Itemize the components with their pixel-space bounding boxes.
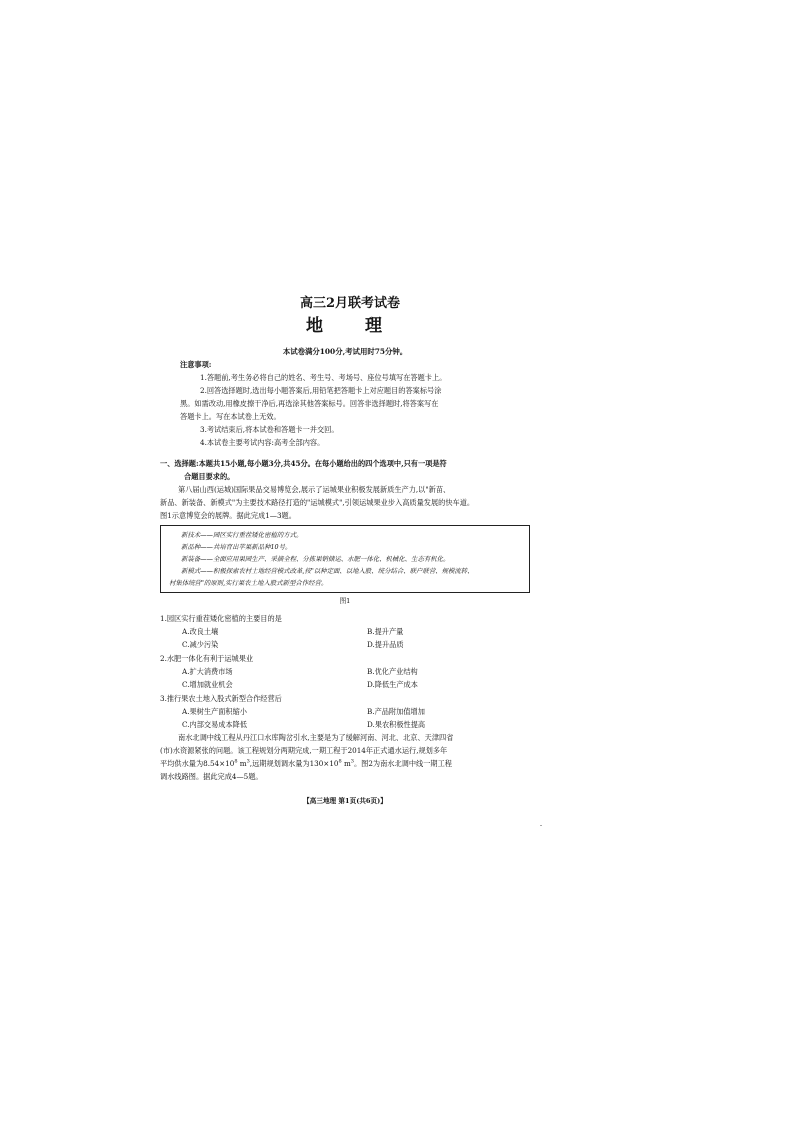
passage-line: 第八届山西(运城)国际果品交易博览会,展示了运城果业积极发展新质生产力,以"新苗、	[178, 485, 451, 494]
figure-caption: 图1	[339, 597, 351, 605]
question-3	[160, 692, 530, 731]
option-c[interactable]: C.内部交易成本降低	[182, 720, 248, 729]
section-line: 一、选择题:本题共15小题,每小题3分,共45分。在每小题给出的四个选项中,只有一项是符	[160, 459, 447, 468]
option-d[interactable]: D.降低生产成本	[367, 680, 418, 689]
board-line: 新品种——共培育出苹果新品种10号。	[181, 543, 292, 551]
option-c[interactable]: C.增加就业机会	[182, 680, 233, 689]
section-line: 合题目要求的。	[184, 472, 235, 481]
option-b[interactable]: B.优化产业结构	[367, 667, 418, 676]
passage-2	[160, 731, 530, 783]
question-stem: 2.水肥一体化有利于运城果业	[160, 654, 254, 663]
passage-line: 南水北调中线工程从丹江口水库陶岔引水,主要是为了缓解河南、河北、北京、天津四省	[178, 733, 454, 742]
notice-item: 黑。如需改动,用橡皮擦干净后,再选涂其他答案标号。回答非选择题时,将答案写在	[180, 399, 439, 408]
option-c[interactable]: C.减少污染	[182, 640, 219, 649]
option-b[interactable]: B.提升产量	[367, 627, 404, 636]
exam-title: 高三2月联考试卷	[299, 296, 401, 311]
notice-item: 2.回答选择题时,选出每小题答案后,用铅笔把答题卡上对应题目的答案标号涂	[200, 386, 442, 395]
notice-item: 1.答题前,考生务必将自己的姓名、考生号、考场号、座位号填写在答题卡上。	[200, 373, 447, 382]
board-line: 村集体统营"的原则,实行果农土地入股式新型合作经营。	[169, 579, 328, 587]
option-a[interactable]: A.改良土壤	[182, 627, 219, 636]
option-d[interactable]: D.提升品质	[367, 640, 404, 649]
question-2	[160, 652, 530, 691]
exam-page	[160, 295, 530, 808]
board-line: 新模式——积极探索农村土地经营模式改革,按"以种定面、以地入股、统分结合、联户联营、规模流转、	[181, 567, 474, 575]
section-heading	[160, 457, 530, 483]
corner-mark: -	[540, 822, 543, 829]
option-a[interactable]: A.扩大消费市场	[182, 667, 233, 676]
passage-line: (市)水资源紧张的问题。该工程规划分两期完成,一期工程于2014年正式通水运行,规划多年	[160, 746, 448, 755]
question-stem: 1.园区实行重茬矮化密植的主要目的是	[160, 614, 282, 623]
board-line: 新技术——园区实行重茬矮化密植的方式。	[181, 531, 303, 539]
passage-line: 新品、新装备、新模式"为主要技术路径打造的"运城模式",引领运城果业步入高质量发展的快车道。	[160, 498, 475, 507]
page-footer: 【高三地理 第1页(共6页)】	[303, 797, 387, 805]
notice-item: 4.本试卷主要考试内容:高考全部内容。	[200, 438, 325, 447]
notice-item: 答题卡上。写在本试卷上无效。	[180, 412, 281, 421]
notice-block	[160, 358, 530, 449]
notice-item: 3.考试结束后,将本试卷和答题卡一并交回。	[200, 425, 339, 434]
passage-1	[160, 483, 530, 522]
exam-info: 本试卷满分100分,考试用时75分钟。	[282, 347, 408, 356]
board-line: 新装备——全面应用果园生产、采摘全程、分拣果销储运、水肥一体化、机械化、生态有机化。	[181, 555, 450, 563]
passage-line: 平均供水量为$8.54\times 10^8$ $m^3$,远期规划调水量为$130\times 10^8$ $m^3$。图2为南水北调中线一期工程	[160, 758, 452, 768]
question-stem: 3.推行果农土地入股式新型合作经营后	[160, 694, 282, 703]
subject-title: 地理	[306, 316, 424, 336]
question-1	[160, 612, 530, 651]
option-d[interactable]: D.果农积极性提高	[367, 720, 426, 729]
passage-line: 图1示意博览会的展牌。据此完成1—3题。	[160, 511, 296, 520]
passage-line: 调水线路图。据此完成4—5题。	[160, 772, 263, 781]
option-a[interactable]: A.果树生产面积缩小	[182, 707, 247, 716]
exhibit-board	[160, 525, 530, 593]
option-b[interactable]: B.产品附加值增加	[367, 707, 425, 716]
notice-heading: 注意事项:	[180, 360, 212, 369]
